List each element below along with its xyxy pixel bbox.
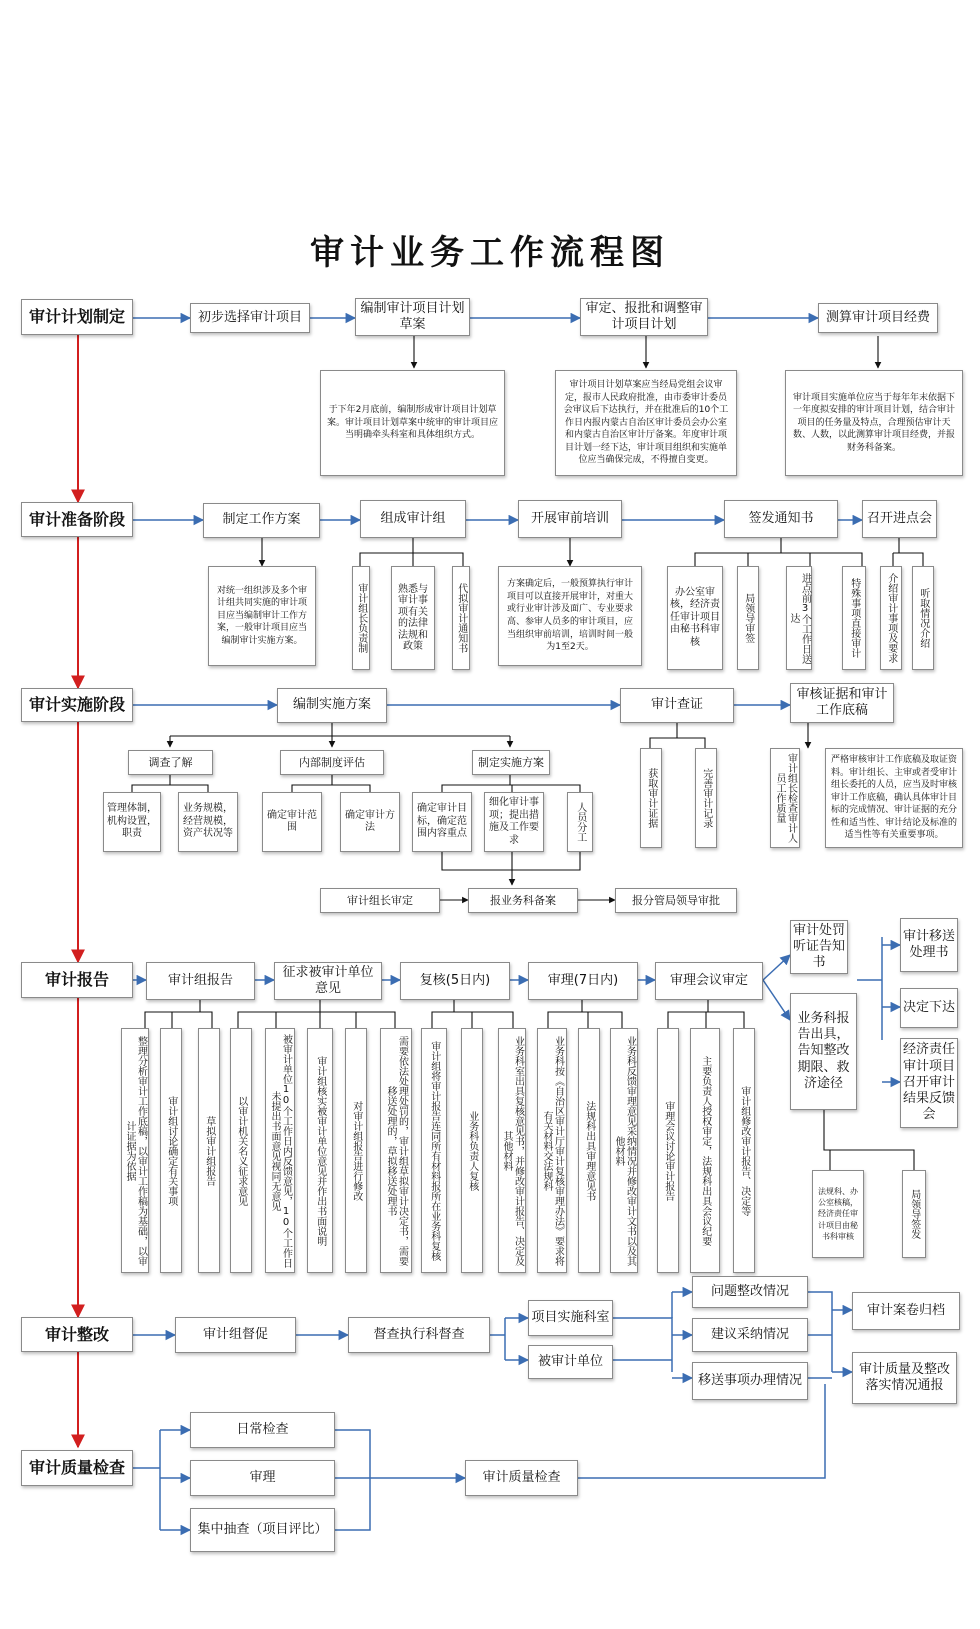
step-review-evidence: 审核证据和审计工作底稿: [790, 683, 894, 723]
item-verify-opinion: 审计组核实被审计单位意见并作出书面说明: [307, 1028, 333, 1273]
step-quality-check: 审计质量检查: [465, 1460, 578, 1496]
note-estimate-budget: 审计项目实施单位应当于每年年末依据下一年度拟安排的审计项目计划，结合审计项目的任务量及特点，合理预估审计天数、人数，以此测算审计项目经费，并报财务科备案。: [785, 370, 963, 476]
item-get-evidence: 获取审计证据: [640, 748, 662, 848]
step-make-impl-plan: 制定实施方案: [472, 750, 550, 775]
step-approve-plan: 审定、报批和调整审计项目计划: [580, 298, 708, 336]
item-draft-notice: 代拟审计通知书: [452, 566, 470, 670]
step-transfer-doc: 审计移送处理书: [900, 918, 958, 972]
item-mgmt-system: 管理体制，机构设置，职责: [103, 792, 161, 852]
step-project-dept: 项目实施科室: [528, 1300, 613, 1336]
item-team-discuss: 审计组讨论确定有关事项: [160, 1028, 182, 1273]
item-meeting-discuss: 审理会议讨论审计报告: [657, 1028, 679, 1273]
note-approve-plan: 审计项目计划草案应当经局党组会议审定，报市人民政府批准，由市委审计委员会审议后下达执行，并在批准后的10个工作日内报内蒙古自治区审计委员会办公室和内蒙古自治区审计厅备案。年度审计项目计划一经下达，审计项目组织和实施单位应当确保完成，不得擅自变更。: [555, 370, 737, 476]
step-seek-opinion: 征求被审计单位意见: [274, 962, 382, 1000]
page-title: 审计业务工作流程图: [310, 233, 670, 273]
step-initial-select: 初步选择审计项目: [190, 303, 310, 333]
step-archive: 审计案卷归档: [852, 1292, 960, 1330]
item-leader-issue: 局领导签发: [902, 1170, 926, 1258]
note-training: 方案确定后，一般预算执行审计项目可以直接开展审计，对重大或行业审计涉及面广、专业要求高、参审人员多的审计项目，应当组织审前培训，培训时间一般为1至2天。: [498, 566, 642, 666]
step-notice: 签发通知书: [724, 500, 838, 538]
item-special-direct: 特殊事项直接审计: [842, 566, 866, 670]
stage-quality: 审计质量检查: [21, 1450, 133, 1486]
item-deliver-3days: 进点前3个工作日送达: [786, 566, 812, 670]
step-transfer-handle: 移送事项办理情况: [692, 1362, 808, 1400]
item-scope: 确定审计范围: [262, 792, 322, 852]
item-hear-situation: 听取情况介绍: [912, 566, 934, 670]
item-head-recheck: 业务科负责人复核: [461, 1028, 483, 1273]
item-objectives: 确定审计目标，确定范围内容重点: [412, 792, 472, 852]
item-recheck-opinion: 业务科室出具复核意见书，并修改审计报告、决定及其他材料: [498, 1028, 526, 1273]
note-draft-plan: 于下年2月底前，编制形成审计项目计划草案。审计项目计划草案中统审的审计项目应当明确牵头科室和具体组织方式。: [320, 370, 505, 476]
note-work-plan: 对统一组织涉及多个审计组共同实施的审计项目应当编制审计工作方案，一般审计项目应当编制审计实施方案。: [208, 566, 316, 666]
item-draft-team-report: 草拟审计组报告: [198, 1028, 220, 1273]
step-feedback-meeting: 经济责任审计项目召开审计结果反馈会: [900, 1038, 958, 1128]
step-report-dept: 报业务科备案: [468, 888, 578, 913]
step-trial-meeting: 审理会议审定: [655, 962, 763, 1000]
item-refine-matters: 细化审计事项；提出措施及工作要求: [484, 792, 544, 852]
item-authorize: 主要负责人授权审定，法规科出具会议纪要: [690, 1028, 720, 1273]
stage-report: 审计报告: [21, 962, 133, 998]
item-office-review: 办公室审核，经济责任审计项目由秘书科审核: [667, 566, 723, 670]
step-issue-rectify: 问题整改情况: [692, 1276, 808, 1308]
item-feedback-adopt: 业务科反馈审理意见采纳情况并修改审计文书以及其他材料: [610, 1028, 638, 1273]
item-trial-opinion: 法规科出具审理意见书: [578, 1028, 600, 1273]
item-method: 确定审计方法: [340, 792, 400, 852]
step-verify: 审计查证: [620, 688, 734, 723]
step-recheck: 复核(5日内): [400, 962, 510, 1000]
item-organize-papers: 整理分析审计工作底稿，以审计工作稿为基础，以审计证据为依据: [121, 1028, 149, 1273]
step-audited-unit: 被审计单位: [528, 1345, 613, 1379]
item-revise-report: 对审计组报告进行修改: [345, 1028, 367, 1273]
step-leader-approve: 审计组长审定: [320, 888, 440, 913]
step-trial-check: 审理: [190, 1460, 335, 1496]
item-submit-legal: 业务科按《自治区审计厅审计复核审理办法》要求将有关材料交法规科: [537, 1028, 567, 1273]
step-form-team: 组成审计组: [360, 500, 466, 538]
stage-prepare: 审计准备阶段: [21, 502, 133, 537]
step-dept-report: 业务科报告出具，告知整改期限、救济途径: [790, 993, 857, 1110]
item-know-laws: 熟悉与审计事项有关的法律法规和政策: [391, 566, 435, 670]
step-daily-check: 日常检查: [190, 1412, 335, 1448]
item-10days-feedback: 被审计单位10个工作日内反馈意见，10个工作日未提出书面意见视同无意见: [265, 1028, 295, 1273]
item-leader-check: 审计组长检查审计人员工作质量: [770, 748, 800, 848]
step-report-leader: 报分管局领导审批: [615, 888, 737, 913]
step-team-urge: 审计组督促: [175, 1317, 296, 1353]
step-draft-plan: 编制审计项目计划草案: [355, 298, 470, 336]
step-hearing-notice: 审计处罚听证告知书: [790, 920, 848, 974]
item-seek-name: 以审计机关名义征求意见: [230, 1028, 252, 1273]
step-decision-issue: 决定下达: [900, 988, 958, 1028]
item-leader-sign: 局领导审签: [737, 566, 759, 670]
step-internal-control: 内部制度评估: [280, 750, 384, 775]
item-team-revise: 审计组修改审计报告、决定等: [733, 1028, 755, 1273]
item-staffing: 人员分工: [567, 792, 593, 852]
step-training: 开展审前培训: [518, 500, 622, 538]
step-team-report: 审计组报告: [146, 962, 255, 1000]
item-legal-office-review: 法规科、办公室核稿，经济责任审计项目由秘书科审核: [812, 1170, 864, 1258]
step-estimate-budget: 测算审计项目经费: [818, 303, 938, 333]
item-draft-decision: 需要依法处理处罚的，审计组草拟审计决定书，需要移送处理的，草拟移送处理书: [380, 1028, 412, 1273]
step-supervise: 督查执行科督查: [348, 1317, 490, 1353]
step-trial: 审理(7日内): [528, 962, 638, 1000]
step-survey: 调查了解: [128, 750, 213, 775]
step-quality-notice: 审计质量及整改落实情况通报: [852, 1352, 957, 1404]
item-team-leader: 审计组长负责制: [352, 566, 370, 670]
step-spot-check: 集中抽查（项目评比）: [190, 1508, 335, 1552]
note-review-evidence: 严格审核审计工作底稿及取证资料。审计组长、主审或者受审计组长委托的人员，应当及时审核审计工作底稿，确认具体审计目标的完成情况、审计证据的充分性和适当性、审计结论及标准的适当性等有关重要事项。: [825, 748, 963, 848]
step-impl-plan: 编制实施方案: [277, 688, 387, 723]
item-business-scale: 业务规模，经营规模，资产状况等: [178, 792, 238, 852]
step-work-plan: 制定工作方案: [203, 503, 320, 538]
item-improve-records: 完善审计记录: [695, 748, 717, 848]
item-submit-recheck: 审计组将审计报告连同所有材料报所在业务科复核: [421, 1028, 447, 1273]
item-introduce-matters: 介绍审计事项及要求: [880, 566, 902, 670]
stage-rectify: 审计整改: [21, 1317, 133, 1352]
stage-plan: 审计计划制定: [21, 299, 133, 335]
step-entry-meeting: 召开进点会: [862, 500, 937, 538]
step-suggestion-adopt: 建议采纳情况: [692, 1318, 808, 1352]
stage-implement: 审计实施阶段: [21, 688, 133, 722]
